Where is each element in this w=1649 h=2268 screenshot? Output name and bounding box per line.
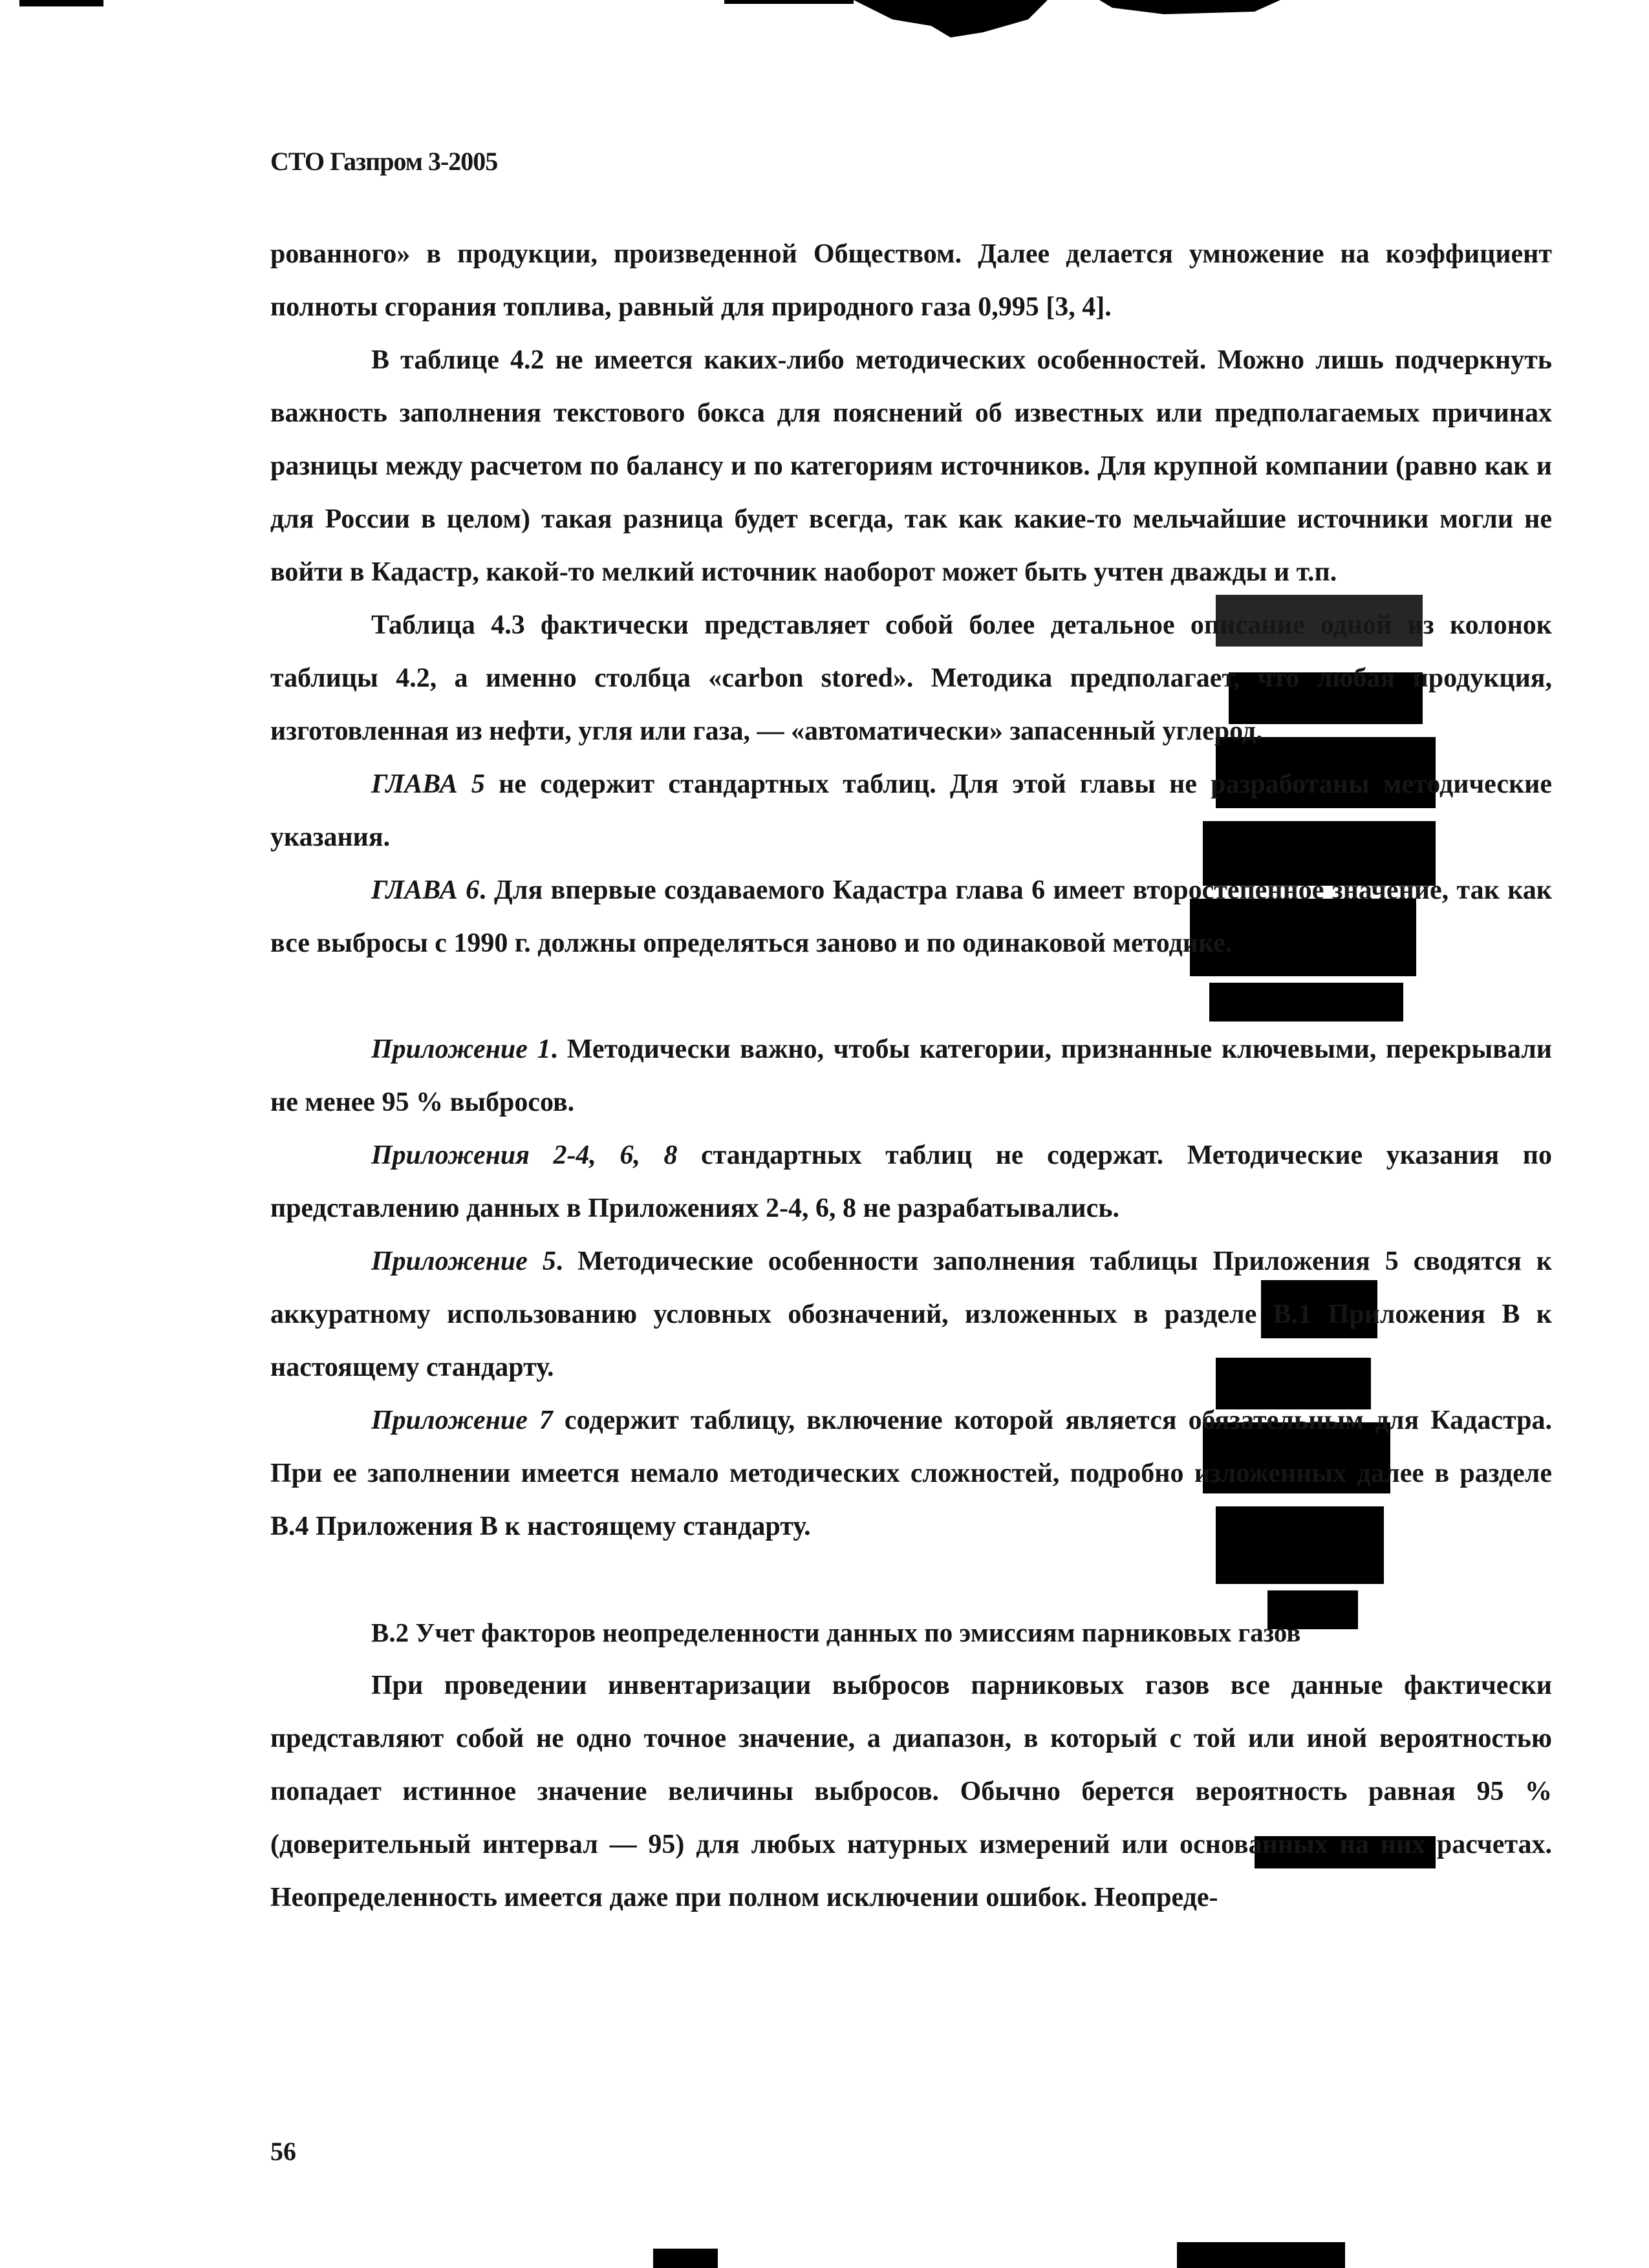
scan-artifact-bottom	[653, 2249, 718, 2268]
paragraph	[270, 1129, 1552, 1235]
paragraph: рованного» в продукции, произведенной Обществом. Далее делается умножение на коэффициент полноты сгорания топлива, равный для природного газа 0,995 [3, 4].	[270, 239, 1552, 322]
paragraph-text: . Методически важно, чтобы категории, признанные ключевыми, перекрывали не менее 95 % выбросов.	[270, 1034, 1552, 1117]
paragraph-text: содержит таблицу, включение которой является обязательным для Кадастра. При ее заполнении имеется немало методических сложностей, подробно изложенных далее в разделе В.4 Приложения В к настоящему стандарту.	[270, 1406, 1552, 1541]
paragraph	[270, 1023, 1552, 1129]
paragraph-text: . Для впервые создаваемого Кадастра глава 6 имеет второстепенное значение, так как все выбросы с 1990 г. должны определяться заново и по одинаковой методике.	[270, 875, 1553, 958]
paragraph-text: . Методические особенности заполнения таблицы Приложения 5 сводятся к аккуратному использованию условных обозначений, изложенных в разделе В.1 Приложения В к настоящему стандарту.	[270, 1246, 1552, 1382]
page-number: 56	[270, 2137, 296, 2166]
paragraph-lead: Приложение 7	[371, 1406, 553, 1435]
paragraph	[270, 1394, 1552, 1553]
paragraph-lead: Приложение 5	[371, 1246, 556, 1276]
paragraph-lead: Приложения 2-4, 6, 8	[371, 1140, 678, 1170]
scan-artifact-bottom	[1177, 2242, 1345, 2268]
paragraph: В таблице 4.2 не имеется каких-либо методических особенностей. Можно лишь подчеркнуть важность заполнения текстового бокса для пояснений об известных или предполагаемых причинах разницы между расчетом по балансу и по категориям источников. Для крупной компании (равно как и для России в целом) такая разница будет всегда, так как какие-то мельчайшие источники могли не войти в Кадастр, какой-то мелкий источник наоборот может быть учтен дважды и т.п.	[270, 345, 1552, 587]
paragraph-lead: ГЛАВА 5	[371, 769, 485, 799]
paragraph-text: стандартных таблиц не содержат. Методические указания по представлению данных в Приложениях 2-4, 6, 8 не разрабатывались.	[270, 1140, 1552, 1223]
section-heading: В.2 Учет факторов неопределенности данных по эмиссиям парниковых газов	[371, 1618, 1301, 1647]
paragraph-lead: ГЛАВА 6	[371, 875, 480, 905]
document-body	[270, 228, 1552, 1924]
document-header: СТО Газпром 3-2005	[270, 147, 498, 176]
paragraph: При проведении инвентаризации выбросов парниковых газов все данные фактически представляют собой не одно точное значение, а диапазон, в который с той или иной вероятностью попадает истинное значение величины выбросов. Обычно берется вероятность равная 95 % (доверительный интервал — 95) для любых натурных измерений или основанных на них расчетах. Неопределенность имеется даже при полном исключении ошибок. Неопреде-	[270, 1671, 1552, 1912]
paragraph-lead: Приложение 1	[371, 1034, 551, 1064]
paragraph: Таблица 4.3 фактически представляет собой более детальное описание одной из колонок таблицы 4.2, а именно столбца «carbon stored». Методика предполагает, что любая продукция, изготовленная из нефти, угля или газа, — «автоматически» запасенный углерод.	[270, 610, 1552, 746]
paragraph	[270, 864, 1552, 970]
paragraph	[270, 758, 1552, 864]
paragraph-text: не содержит стандартных таблиц. Для этой главы не разработаны методические указания.	[270, 769, 1553, 852]
paragraph	[270, 1235, 1552, 1394]
scan-edge-top	[0, 0, 1649, 26]
